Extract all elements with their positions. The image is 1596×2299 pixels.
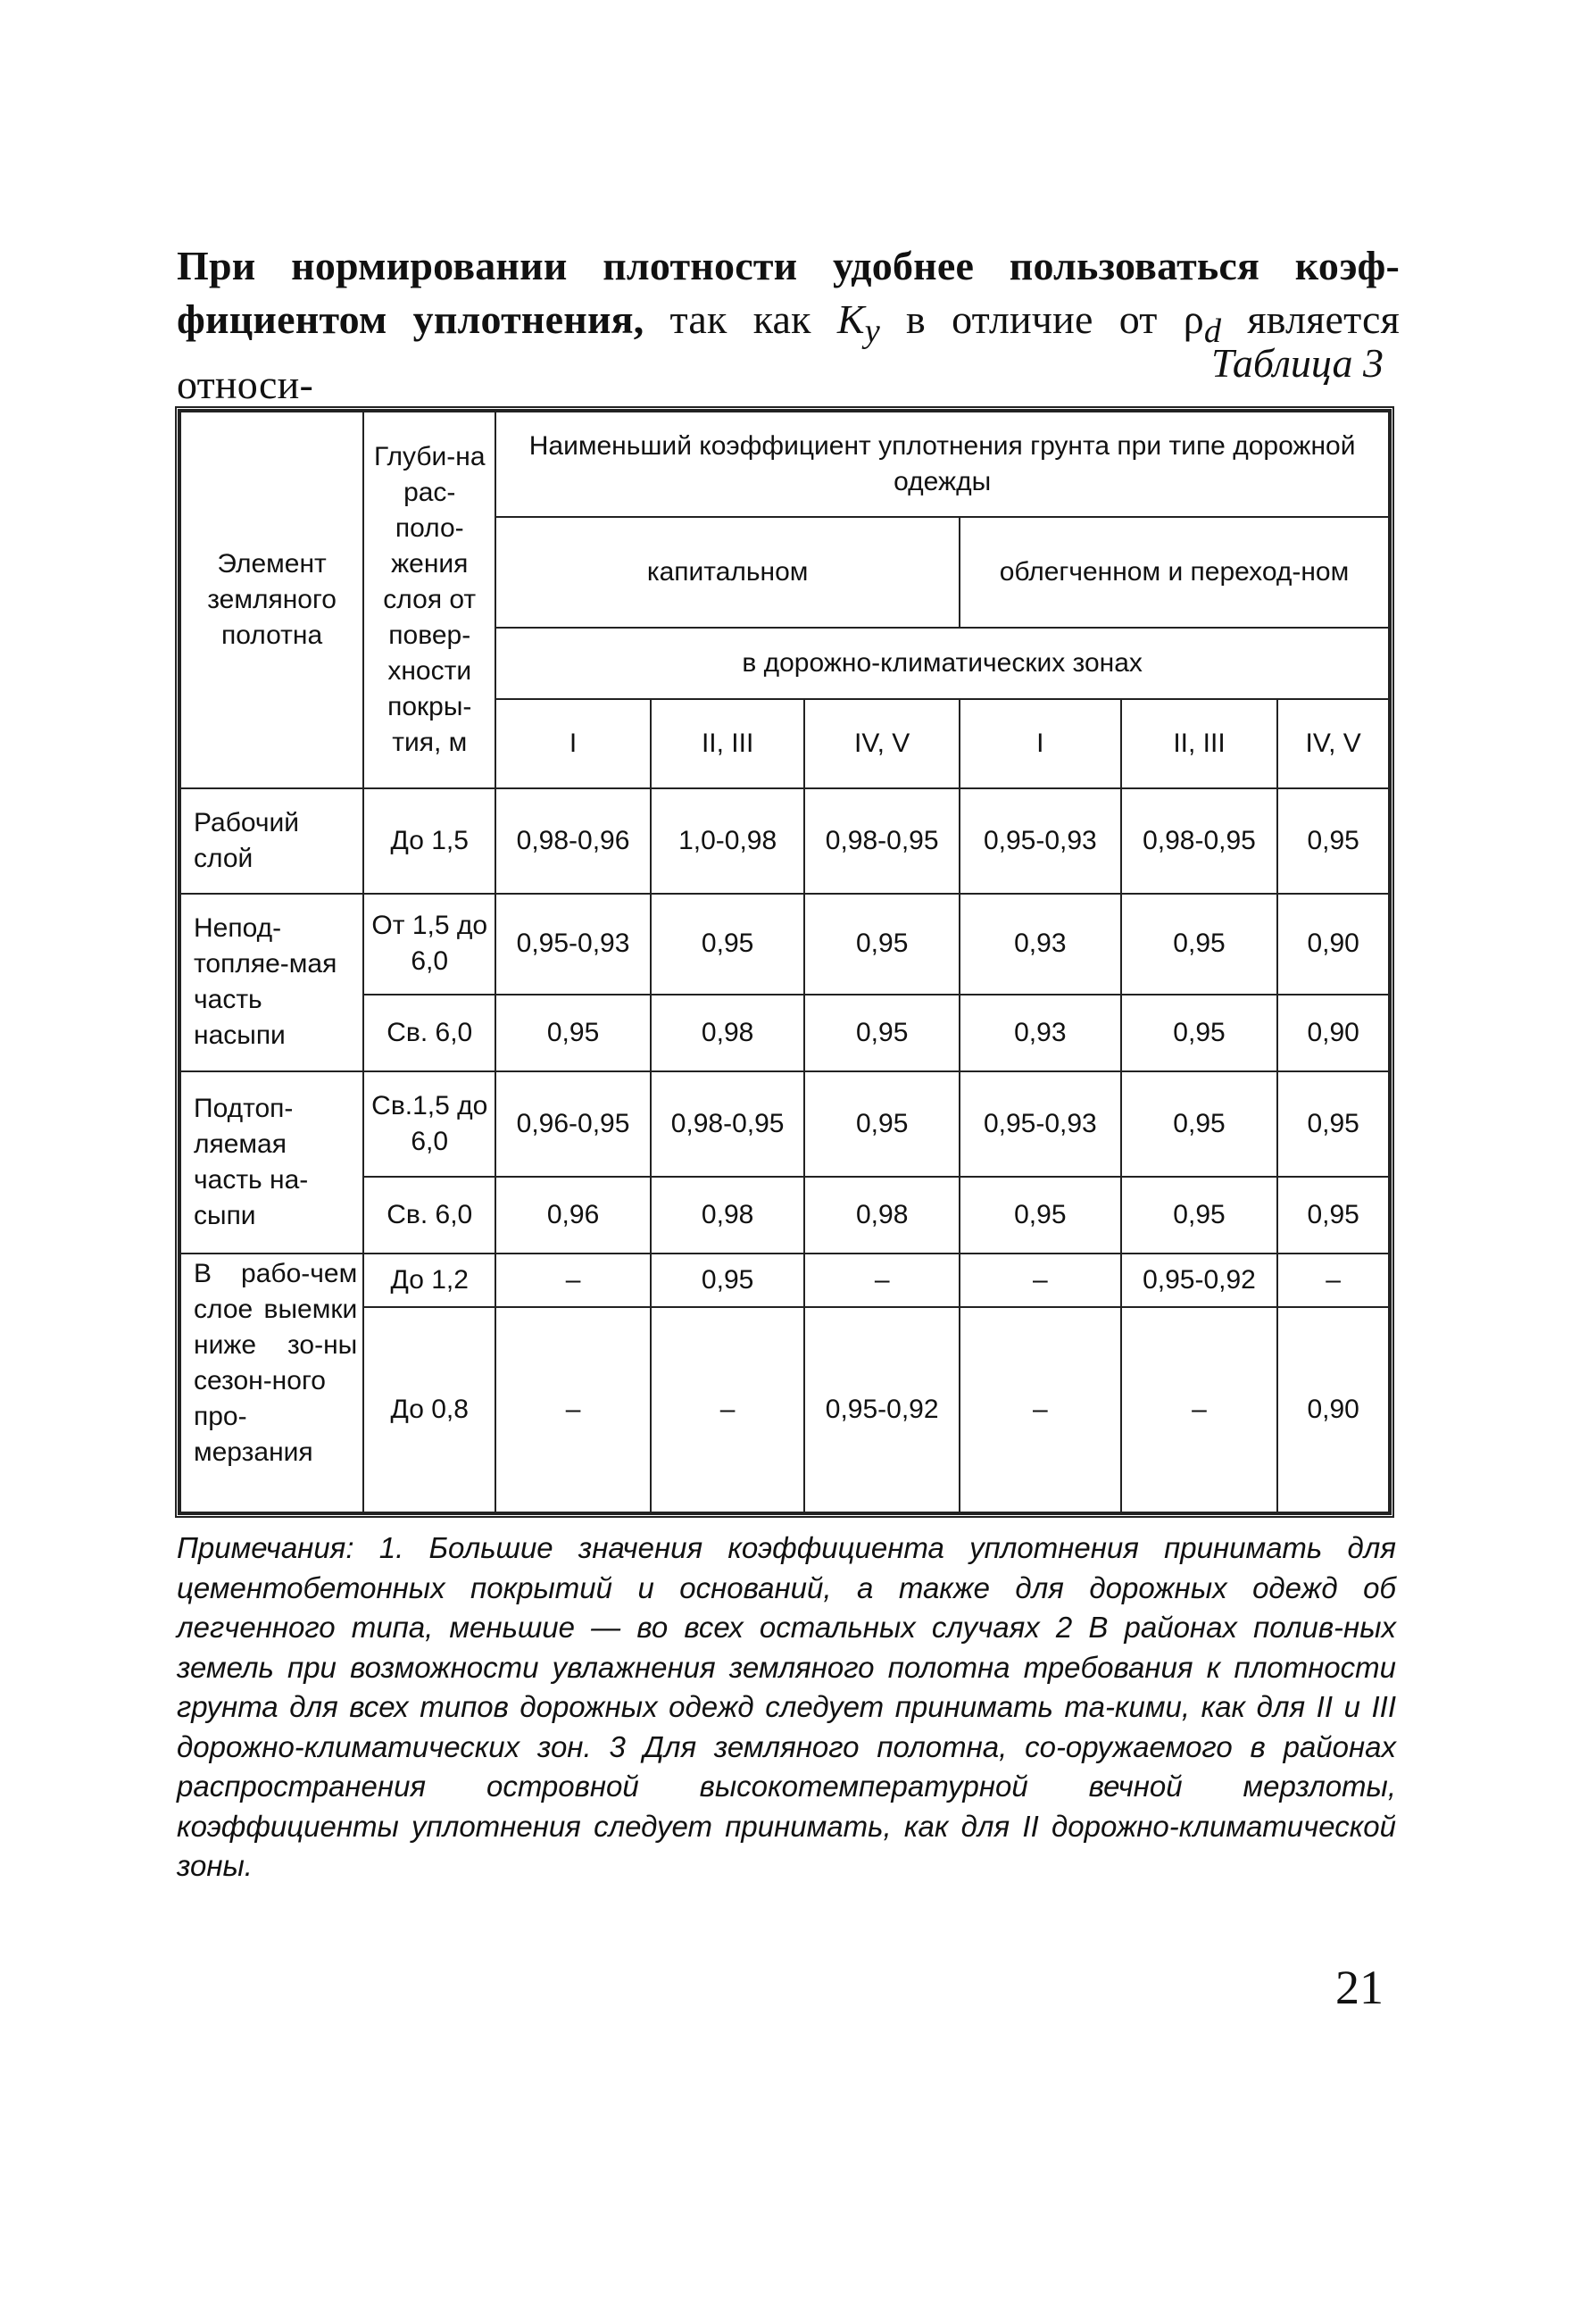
row-element: Непод-топляе-мая часть насыпи (180, 894, 363, 1070)
table-cell: 0,98-0,95 (1121, 788, 1278, 894)
table-cell: 0,90 (1277, 995, 1389, 1071)
compaction-table (179, 411, 1390, 1513)
rho-symbol: ρ (1183, 296, 1204, 342)
table-cell: 0,95 (1277, 1071, 1389, 1177)
table-cell: 0,93 (960, 995, 1121, 1071)
header-zone-col: I (495, 699, 651, 788)
table-cell: 0,95 (1121, 894, 1278, 994)
table-cell: 0,96-0,95 (495, 1071, 651, 1177)
intro-text-1: так как (644, 296, 837, 342)
table-notes: Примечания: 1. Большие значения коэффициента уплотнения принимать для цементобетонных покрытий и оснований, а также для дорожных одежд об легченного типа, меньшие — во всех остальных случаях 2 В районах полив-ных земель при возможности увлажнения земляного полотна требования к плотности грунта для всех типов дорожных одежд следует принимать та-кими, как для II и III дорожно-климатических зон. 3 Для земляного полотна, со-оружаемого в районах распространения островной высокотемпературной вечной мерзлоты, коэффициенты уплотнения следует принимать, как для II дорожно-климатической зоны. (177, 1531, 1396, 1882)
table-row (180, 894, 1389, 994)
table-cell: 0,98 (651, 1177, 805, 1254)
table-cell: 0,95 (1121, 1071, 1278, 1177)
table-cell: – (960, 1307, 1121, 1512)
intro-text-3: является относи- (177, 296, 1400, 408)
table-cell: 0,95 (651, 894, 805, 994)
k-subscript: y (864, 312, 880, 351)
table-cell: 1,0-0,98 (651, 788, 805, 894)
table-cell: 0,98 (651, 995, 805, 1071)
table-cell: – (1277, 1254, 1389, 1307)
table-cell: 0,98-0,95 (804, 788, 960, 894)
row-depth: До 1,2 (363, 1254, 495, 1307)
table-cell: 0,95-0,92 (804, 1307, 960, 1512)
table-cell: 0,98-0,95 (651, 1071, 805, 1177)
row-depth: Св.1,5 до 6,0 (363, 1071, 495, 1177)
table-cell: 0,95-0,93 (495, 894, 651, 994)
table-cell: – (804, 1254, 960, 1307)
table-cell: 0,95-0,93 (960, 1071, 1121, 1177)
table-cell: 0,98-0,96 (495, 788, 651, 894)
row-depth: От 1,5 до 6,0 (363, 894, 495, 994)
row-element: Рабочий слой (180, 788, 363, 894)
table-cell: 0,95 (1121, 1177, 1278, 1254)
table-cell: 0,95 (1277, 1177, 1389, 1254)
table-cell: 0,95 (1277, 788, 1389, 894)
header-zone-col: II, III (1121, 699, 1278, 788)
intro-text-2: в отличие от (879, 296, 1184, 342)
page-number: 21 (1335, 1961, 1384, 2014)
table-caption: Таблица 3 (1210, 340, 1384, 386)
table-cell: 0,90 (1277, 894, 1389, 994)
header-light: облегченном и переход-ном (960, 517, 1389, 628)
table-cell: 0,96 (495, 1177, 651, 1254)
table-row (180, 1254, 1389, 1307)
header-zone-col: I (960, 699, 1121, 788)
table-frame (175, 406, 1394, 1518)
header-coefficient: Наименьший коэффициент уплотнения грунта при типе дорожной одежды (495, 412, 1389, 517)
table-cell: 0,95-0,93 (960, 788, 1121, 894)
intro-bold: При нормировании плотности удобнее пользоваться коэф-фициентом уплотнения, (177, 243, 1400, 342)
header-row-1 (180, 412, 1389, 517)
row-depth: Св. 6,0 (363, 995, 495, 1071)
table-cell: 0,95 (651, 1254, 805, 1307)
header-zone-col: IV, V (1277, 699, 1389, 788)
table-cell: – (495, 1254, 651, 1307)
header-zones: в дорожно-климатических зонах (495, 628, 1389, 699)
table-row (180, 788, 1389, 894)
table-cell: 0,95 (804, 894, 960, 994)
row-depth: Св. 6,0 (363, 1177, 495, 1254)
header-zone-col: IV, V (804, 699, 960, 788)
table-cell: – (1121, 1307, 1278, 1512)
table-cell: – (651, 1307, 805, 1512)
table-row (180, 1071, 1389, 1177)
table-cell: 0,95 (495, 995, 651, 1071)
table-cell: 0,98 (804, 1177, 960, 1254)
row-element: Подтоп-ляемая часть на-сыпи (180, 1071, 363, 1254)
rho-subscript: d (1203, 312, 1222, 351)
table-cell: 0,93 (960, 894, 1121, 994)
table-cell: 0,90 (1277, 1307, 1389, 1512)
table-cell: – (960, 1254, 1121, 1307)
table-cell: – (495, 1307, 651, 1512)
header-capital: капитальном (495, 517, 960, 628)
table-cell: 0,95-0,92 (1121, 1254, 1278, 1307)
table-body (180, 412, 1389, 1512)
row-depth: До 1,5 (363, 788, 495, 894)
table-cell: 0,95 (960, 1177, 1121, 1254)
header-zone-col: II, III (651, 699, 805, 788)
table-cell: 0,95 (804, 995, 960, 1071)
row-element: В рабо-чем слое выемки ниже зо-ны сезон-ного про-мерзания (180, 1254, 363, 1512)
k-symbol: K (836, 296, 865, 342)
header-element: Элемент земляного полотна (180, 412, 363, 788)
table-cell: 0,95 (1121, 995, 1278, 1071)
row-depth: До 0,8 (363, 1307, 495, 1512)
table-cell: 0,95 (804, 1071, 960, 1177)
header-depth: Глуби-на рас-поло-жения слоя от повер-хности покры-тия, м (363, 412, 495, 788)
